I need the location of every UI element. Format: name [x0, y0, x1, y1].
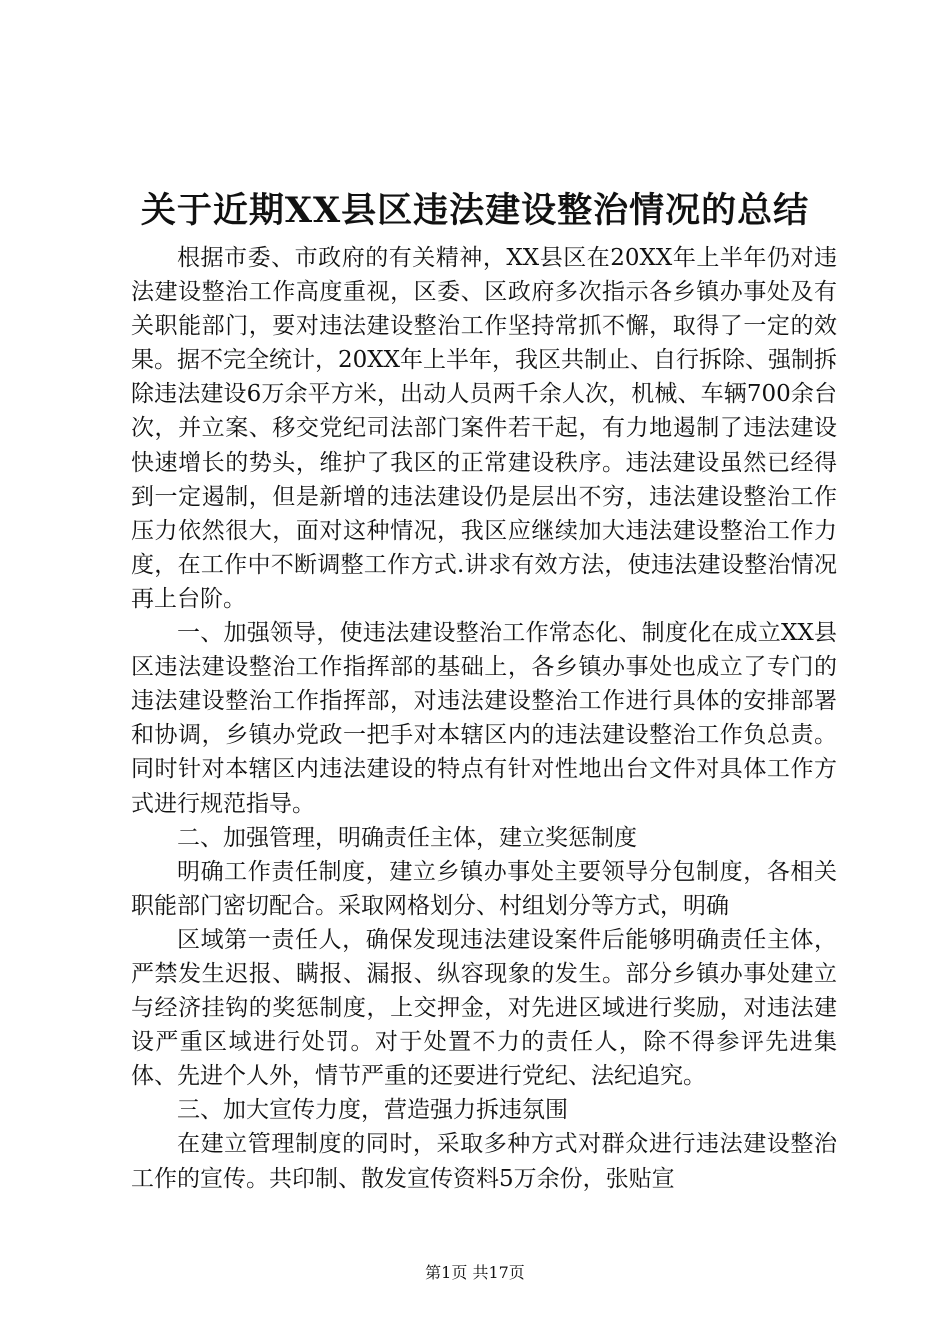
heading-section-3: 三、加大宣传力度，营造强力拆违氛围 [177, 1097, 568, 1124]
page-number: 第1页 共17页 [425, 1263, 525, 1282]
page-footer [0, 1262, 950, 1284]
heading-section-2: 二、加强管理，明确责任主体，建立奖惩制度 [177, 824, 637, 851]
paragraph-section-3: 在建立管理制度的同时，采取多种方式对群众进行违法建设整治工作的宣传。共印制、散发宣传资料5万余份，张贴宣 [131, 1131, 837, 1192]
paragraph-section-2-b: 区域第一责任人，确保发现违法建设案件后能够明确责任主体，严禁发生迟报、瞒报、漏报、纵容现象的发生。部分乡镇办事处建立与经济挂钩的奖惩制度，上交押金，对先进区域进行奖励，对违法建设严重区域进行处罚。对于处置不力的责任人，除不得参评先进集体、先进个人外，情节严重的还要进行党纪、法纪追究。 [131, 926, 837, 1090]
document-body [131, 241, 837, 1196]
document-title: 关于近期XX县区违法建设整治情况的总结 [140, 190, 810, 231]
paragraph-intro: 根据市委、市政府的有关精神，XX县区在20XX年上半年仍对违法建设整治工作高度重视，区委、区政府多次指示各乡镇办事处及有关职能部门，要对违法建设整治工作坚持常抓不懈，取得了一定的效果。据不完全统计，20XX年上半年，我区共制止、自行拆除、强制拆除违法建设6万余平方米，出动人员两千余人次，机械、车辆700余台次，并立案、移交党纪司法部门案件若干起，有力地遏制了违法建设快速增长的势头，维护了我区的正常建设秩序。违法建设虽然已经得到一定遏制，但是新增的违法建设仍是层出不穷，违法建设整治工作压力依然很大，面对这种情况，我区应继续加大违法建设整治工作力度，在工作中不断调整工作方式.讲求有效方法，使违法建设整治情况再上台阶。 [131, 245, 838, 612]
paragraph-section-2-a: 明确工作责任制度，建立乡镇办事处主要领导分包制度，各相关职能部门密切配合。采取网格划分、村组划分等方式，明确 [131, 858, 837, 919]
paragraph-section-1: 一、加强领导，使违法建设整治工作常态化、制度化在成立XX县区违法建设整治工作指挥部的基础上，各乡镇办事处也成立了专门的违法建设整治工作指挥部，对违法建设整治工作进行具体的安排部署和协调，乡镇办党政一把手对本辖区内的违法建设整治工作负总责。同时针对本辖区内违法建设的特点有针对性地出台文件对具体工作方式进行规范指导。 [131, 620, 837, 817]
